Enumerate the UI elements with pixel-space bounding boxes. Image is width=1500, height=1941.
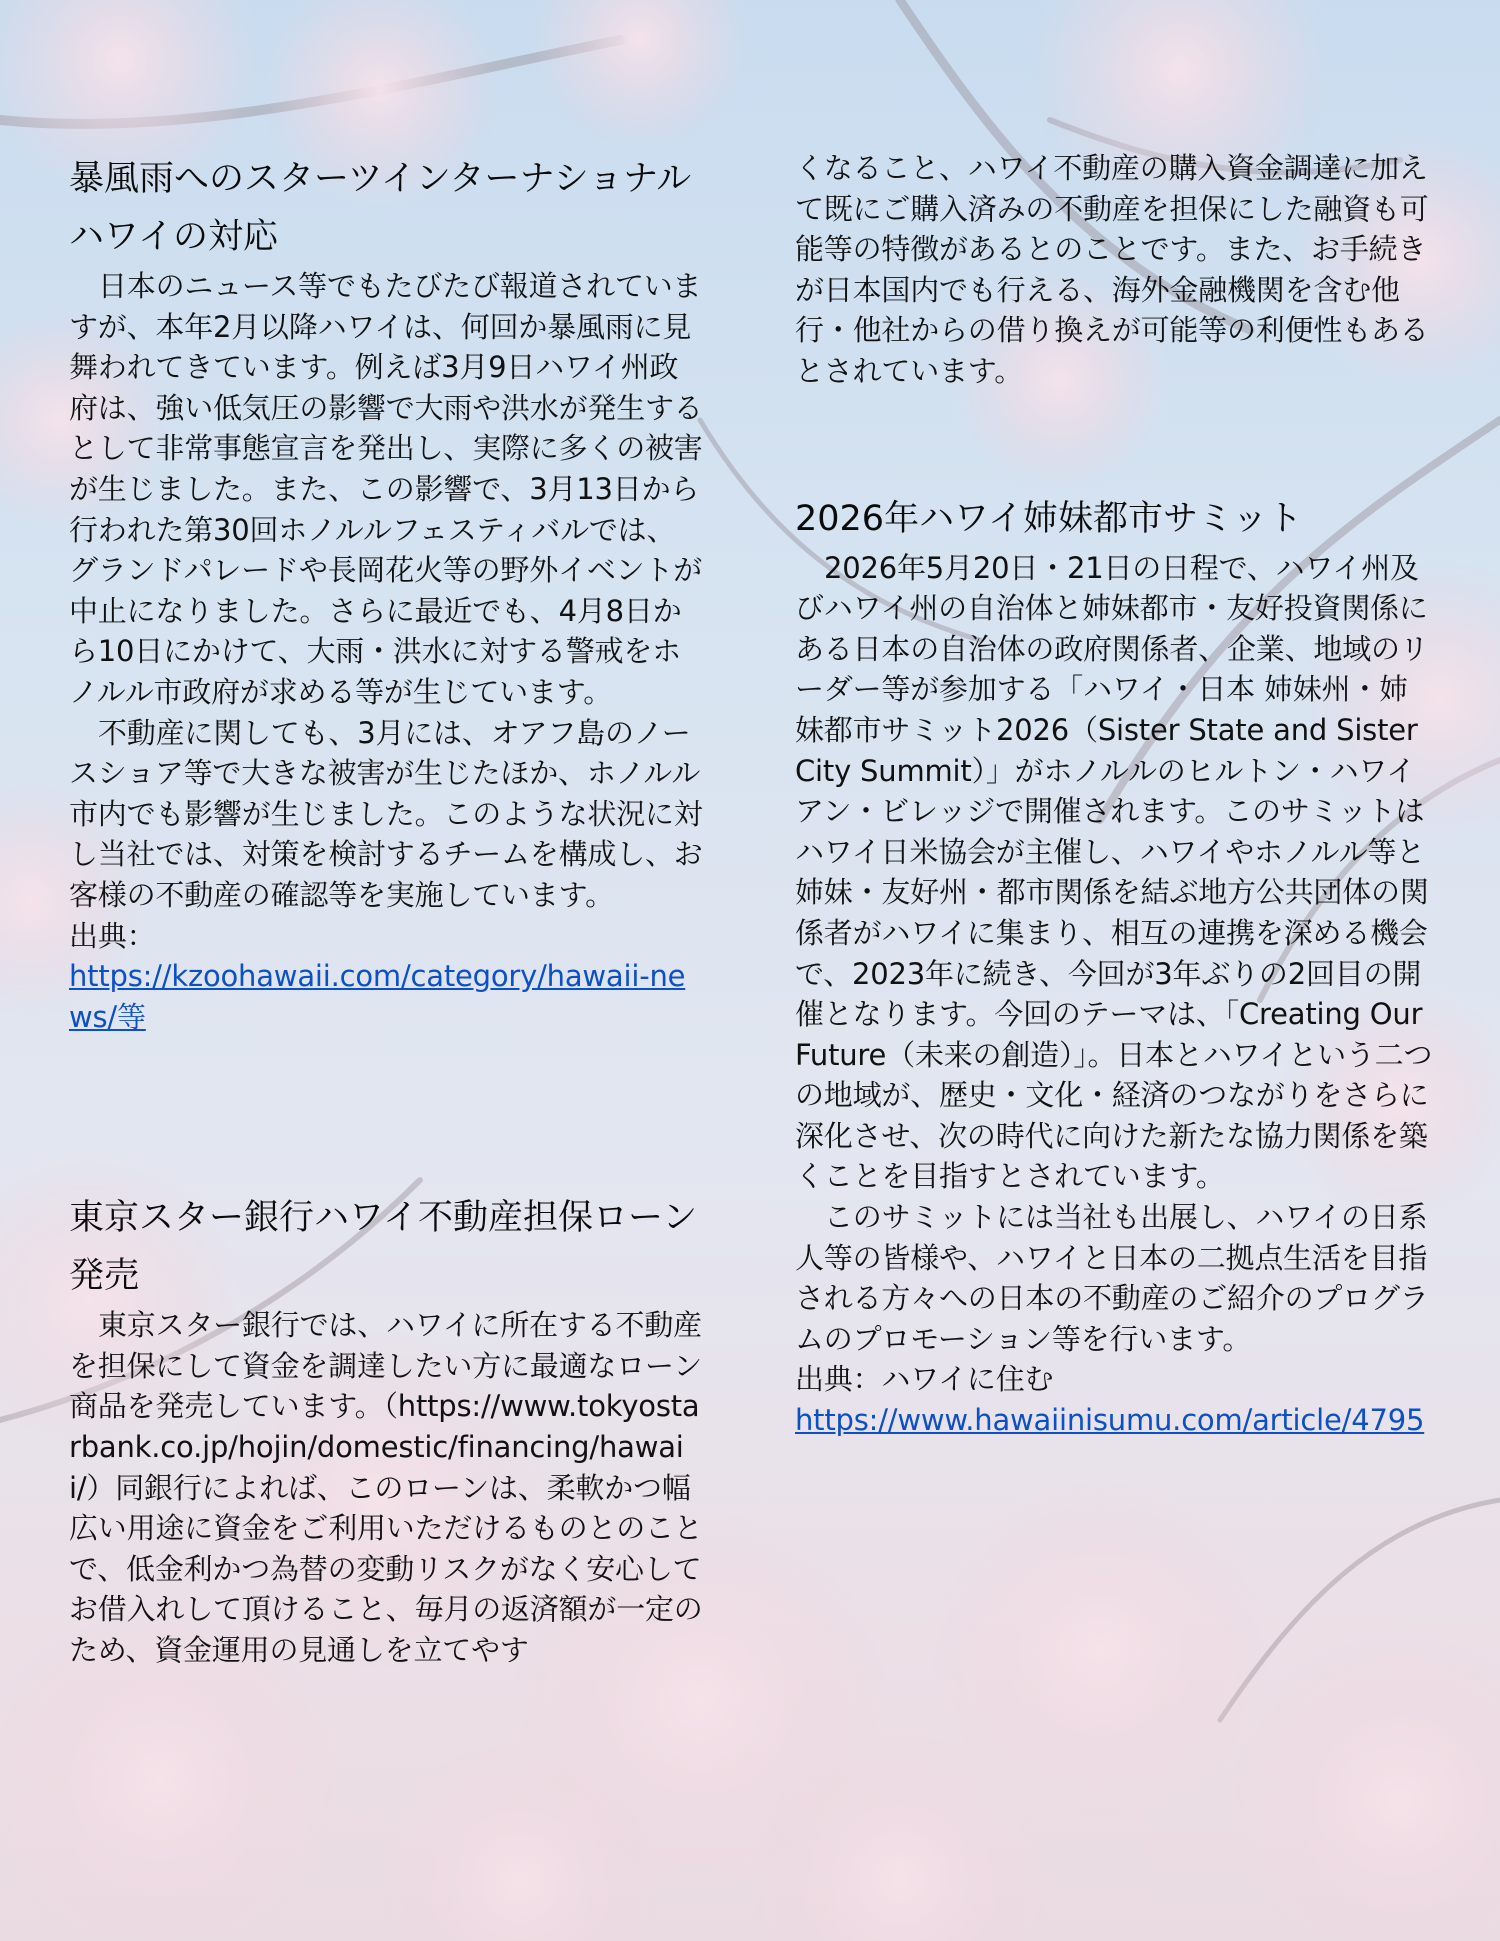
summit-source-link[interactable]: https://www.hawaiinisumu.com/article/4795 — [795, 1403, 1425, 1438]
right-column — [795, 148, 1435, 1441]
summit-heading: 2026年ハワイ姉妹都市サミット — [795, 498, 1303, 539]
storm-section — [69, 150, 704, 1037]
storm-source-label: 出典： — [69, 918, 156, 953]
summit-section — [795, 490, 1435, 1441]
summit-paragraph-2: このサミットには当社も出展し、ハワイの日系人等の皆様や、ハワイと日本の二拠点生活を目指される方々への日本の不動産のご紹介のプログラムのプロモーション等を行います。 — [795, 1200, 1429, 1356]
loan-section — [69, 1189, 704, 1670]
summit-paragraph-1: 2026年5月20日・21日の日程で、ハワイ州及びハワイ州の自治体と姉妹都市・友好投資関係にある日本の自治体の政府関係者、企業、地域のリーダー等が参加する「ハワイ・日本 姉妹州・姉妹都市サミット2026（Sister State and Sister City Summit）」がホノルルのヒルトン・ハワイアン・ビレッジで開催されます。このサミットはハワイ日米協会が主催し、ハワイやホノルル等と姉妹・友好州・都市関係を結ぶ地方公共団体の関係者がハワイに集まり、相互の連携を深める機会で、2023年に続き、今回が3年ぶりの2回目の開催となります。今回のテーマは、「Creating Our Future（未来の創造）」。日本とハワイという二つの地域が、歴史・文化・経済のつながりをさらに深化させ、次の時代に向けた新たな協力関係を築くことを目指すとされています。 — [795, 550, 1433, 1194]
summit-source-label: 出典：ハワイに住む — [795, 1362, 1054, 1397]
storm-paragraph-2: 不動産に関しても、3月には、オアフ島のノースショア等で大きな被害が生じたほか、ホノルル市内でも影響が生じました。このような状況に対し当社では、対策を検討するチームを構成し、お客様の不動産の確認等を実施しています。 — [69, 715, 703, 912]
storm-source-link[interactable]: https://kzoohawaii.com/category/hawaii-news/等 — [69, 959, 686, 1034]
loan-paragraph-1: 東京スター銀行では、ハワイに所在する不動産を担保にして資金を調達したい方に最適なローン商品を発売しています。（https://www.tokyostarbank.co.jp/hojin/domestic/financing/hawaii/）同銀行によれば、このローンは、柔軟かつ幅広い用途に資金をご利用いただけるものとのことで、低金利かつ為替の変動リスクがなく安心してお借入れして頂けること、毎月の返済額が一定のため、資金運用の見通しを立てやす — [69, 1308, 703, 1668]
storm-paragraph-1: 日本のニュース等でもたびたび報道されていますが、本年2月以降ハワイは、何回か暴風雨に見舞われてきています。例えば3月9日ハワイ州政府は、強い低気圧の影響で大雨や洪水が発生するとして非常事態宣言を発出し、実際に多くの被害が生じました。また、この影響で、3月13日から行われた第30回ホノルルフェスティバルでは、グランドパレードや長岡花火等の野外イベントが中止になりました。さらに最近でも、4月8日から10日にかけて、大雨・洪水に対する警戒をホノルル市政府が求める等が生じています。 — [69, 269, 703, 709]
loan-paragraph-continued: くなること、ハワイ不動産の購入資金調達に加えて既にご購入済みの不動産を担保にした融資も可能等の特徴があるとのことです。また、お手続きが日本国内でも行える、海外金融機関を含む他行・他社からの借り換えが可能等の利便性もあるとされています。 — [795, 151, 1429, 388]
left-column — [69, 150, 704, 1671]
storm-heading: 暴風雨へのスターツインターナショナルハワイの対応 — [69, 159, 692, 257]
loan-heading: 東京スター銀行ハワイ不動産担保ローン発売 — [69, 1198, 698, 1297]
